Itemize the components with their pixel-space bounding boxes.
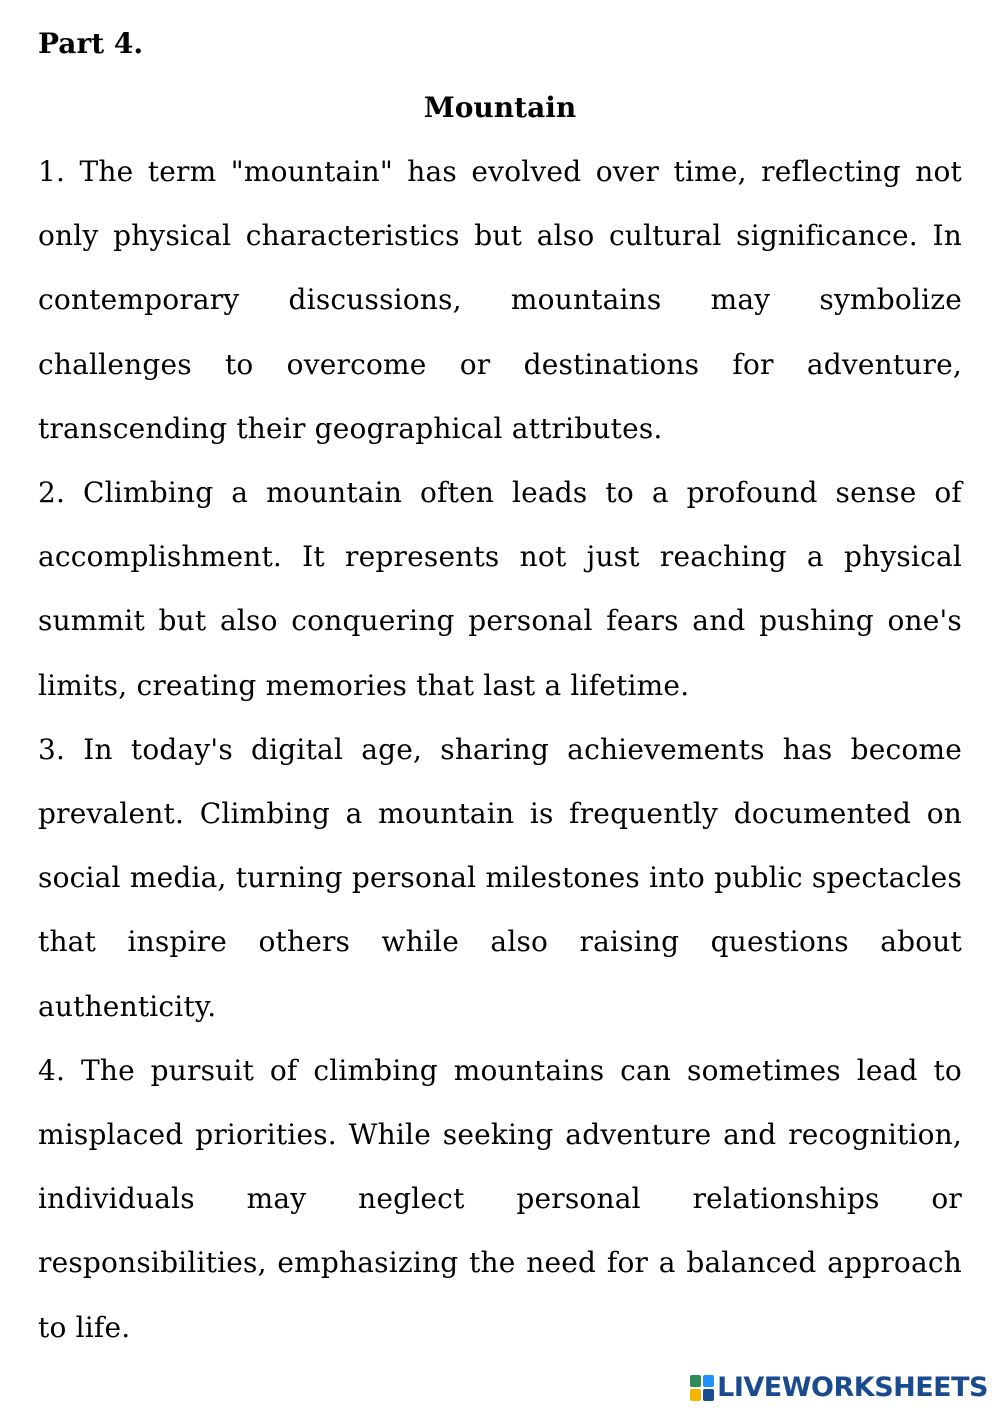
- logo-square-3: [690, 1389, 701, 1401]
- logo-square-1: [690, 1375, 701, 1387]
- logo-square-4: [703, 1389, 714, 1401]
- paragraph-4: 4. The pursuit of climbing mountains can sometimes lead to misplaced priorities. While seeking adventure and recognition, individuals may neglect personal relationships or responsibilities, emphasizing the need for a balanced approach to life.: [38, 1053, 962, 1344]
- logo-text: LIVEWORKSHEETS: [717, 1372, 988, 1403]
- liveworksheets-logo[interactable]: [690, 1370, 988, 1406]
- part-label: Part 4.: [38, 27, 144, 60]
- paragraph-2: 2. Climbing a mountain often leads to a profound sense of accomplishment. It represents not just reaching a physical summit but also conquering personal fears and pushing one's limits, creating memories that last a lifetime.: [38, 476, 962, 702]
- reading-passage: [38, 140, 962, 1360]
- page-title: Mountain: [423, 91, 577, 124]
- paragraph-3: 3. In today's digital age, sharing achievements has become prevalent. Climbing a mountain is frequently documented on social media, turning personal milestones into public spectacles that inspire others while also raising questions about authenticity.: [38, 732, 962, 1023]
- liveworksheets-logo-icon: [690, 1375, 714, 1401]
- paragraph-1: 1. The term "mountain" has evolved over time, reflecting not only physical characteristics but also cultural significance. In contemporary discussions, mountains may symbolize challenges to overcome or destinations for adventure, transcending their geographical attributes.: [38, 155, 962, 445]
- logo-square-2: [703, 1375, 714, 1387]
